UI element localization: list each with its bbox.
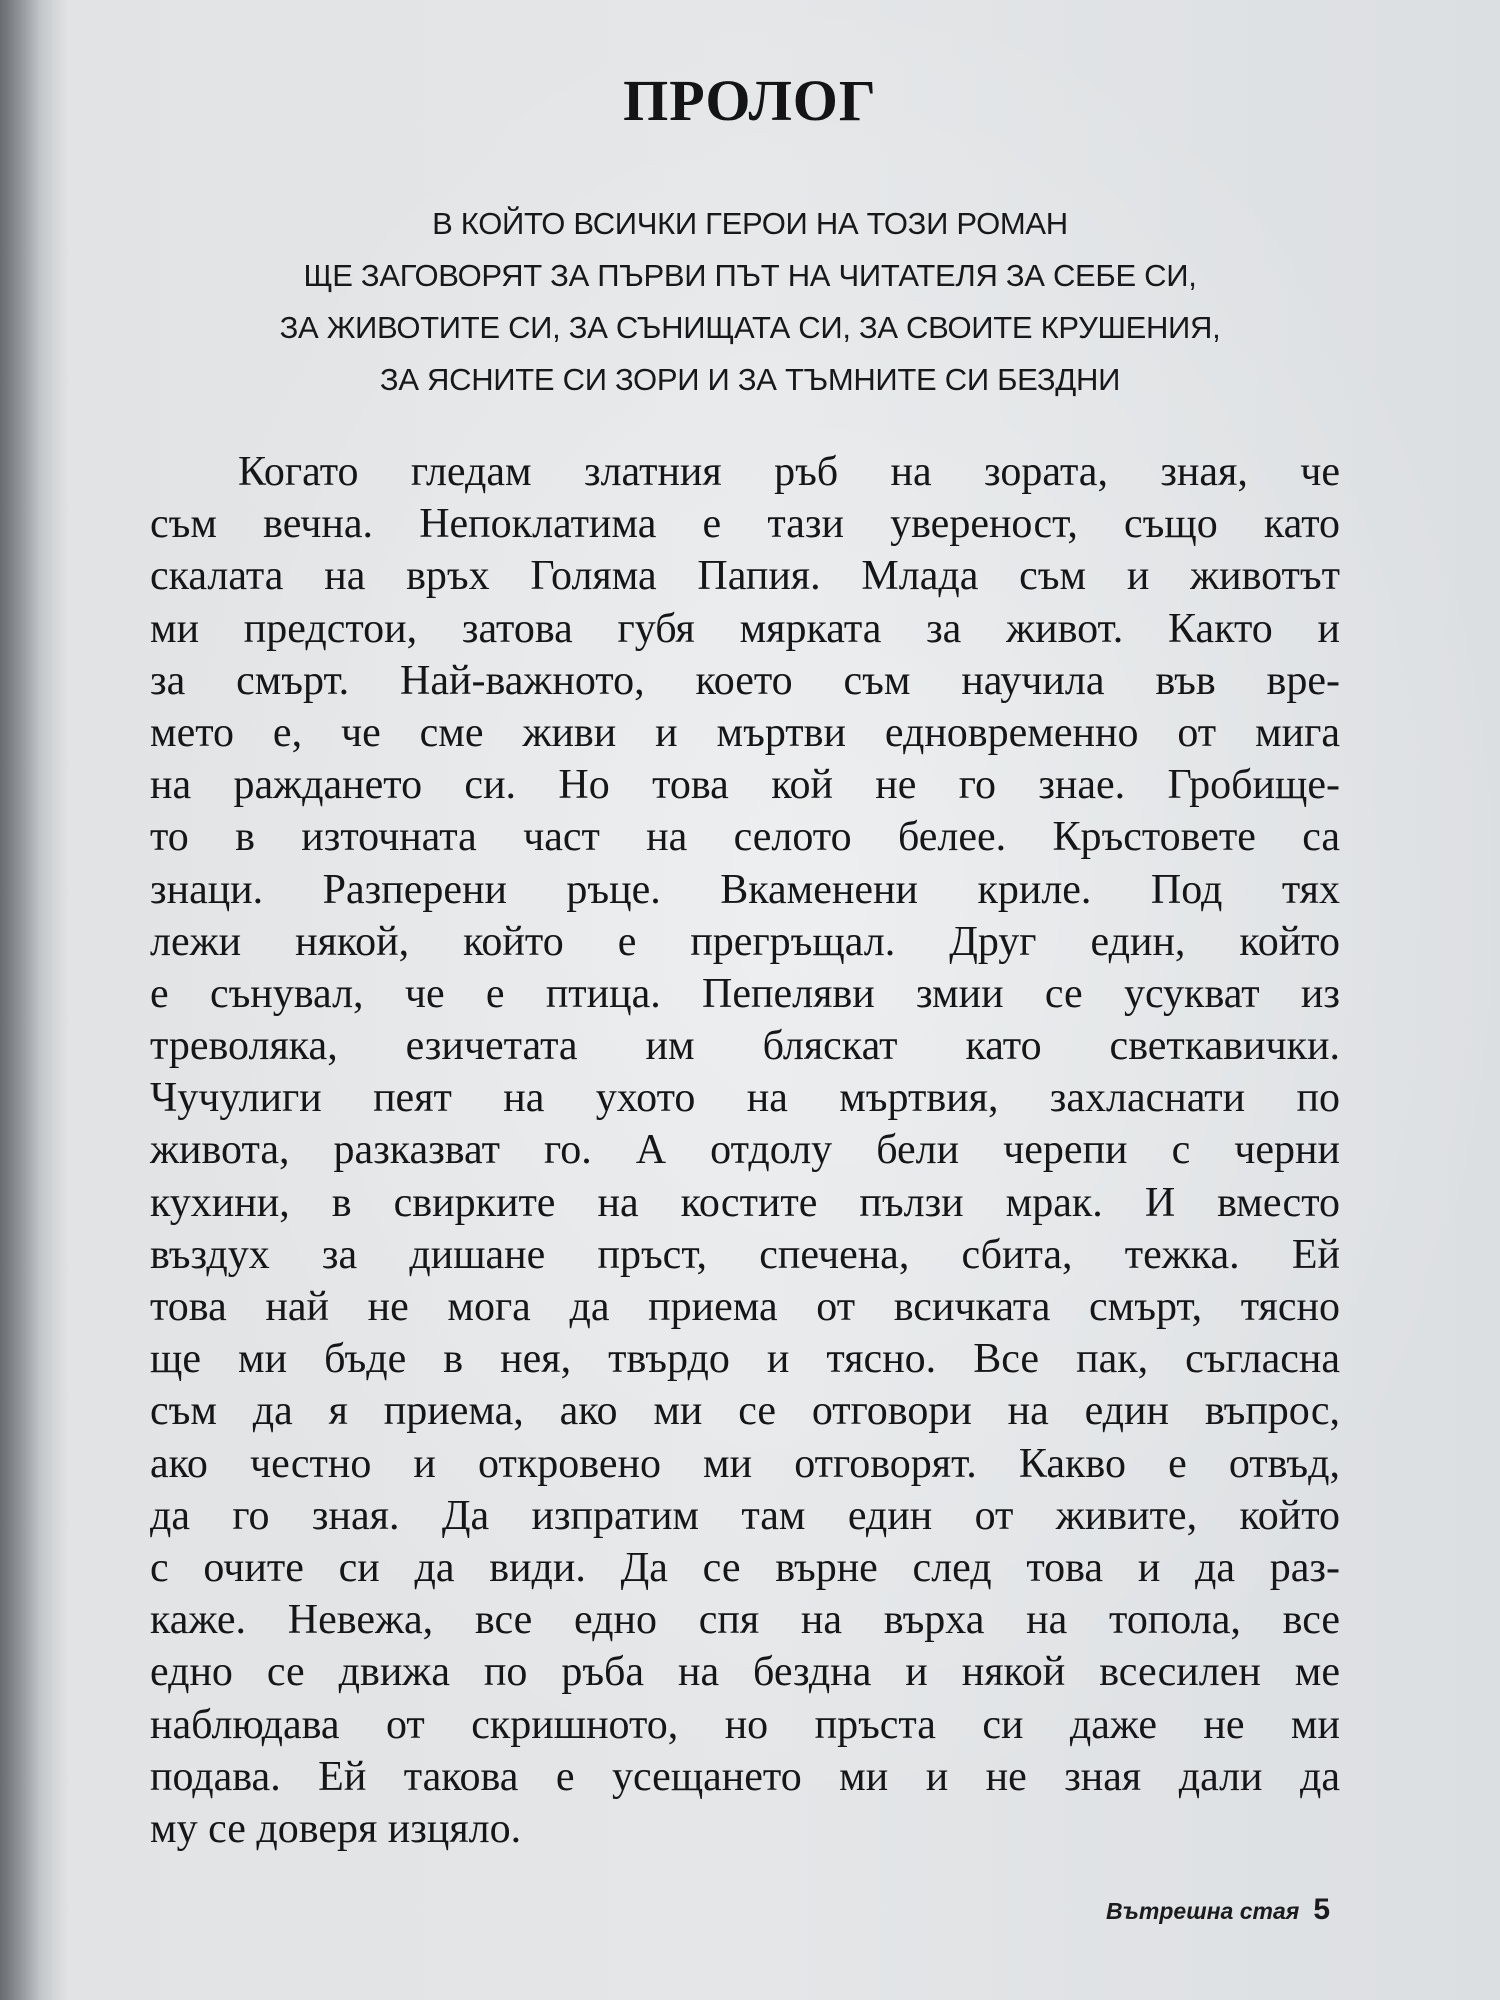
text-line: Когато гледам златния ръб на зората, зная, че [238,449,1340,495]
text-line: това най не мога да приема от всичката смърт, тясно [150,1284,1340,1330]
text-line: съм да я приема, ако ми се отговори на един въпрос, [150,1388,1340,1435]
text-line: то в източната част на селото белее. Кръстовете са [150,814,1340,861]
page-number: 5 [1313,1893,1330,1926]
subtitle-line: В КОЙТО ВСИЧКИ ГЕРОИ НА ТОЗИ РОМАН [432,206,1068,241]
subtitle-line: ЗА ЯСНИТЕ СИ ЗОРИ И ЗА ТЪМНИТЕ СИ БЕЗДНИ [379,362,1121,397]
text-line: съм вечна. Непоклатима е тази увереност, също като [150,501,1340,548]
chapter-title: ПРОЛОГ [623,68,877,133]
text-line: да го зная. Да изпратим там един от живите, който [150,1492,1340,1539]
text-line: с очите си да види. Да се върне след това и да раз- [150,1544,1340,1591]
subtitle-line: ЩЕ ЗАГОВОРЯТ ЗА ПЪРВИ ПЪТ НА ЧИТАТЕЛЯ ЗА СЕБЕ СИ, [303,258,1197,293]
text-line: мето е, че сме живи и мъртви едновременно от мига [150,709,1340,756]
chapter-subtitle [150,198,1350,406]
text-line: кухини, в свирките на костите пълзи мрак. И вместо [150,1179,1340,1226]
page-footer [1106,1893,1330,1927]
text-line: знаци. Разперени ръце. Вкаменени криле. Под тях [150,866,1340,913]
text-line: за смърт. Най-важното, което съм научила във вре- [150,657,1340,704]
text-line: живота, разказват го. А отдолу бели черепи с черни [150,1127,1340,1174]
text-line: ми предстои, затова губя мярката за живот. Както и [150,605,1340,652]
text-line: Чучулиги пеят на ухото на мъртвия, захласнати по [150,1075,1340,1122]
text-line: треволяка, езичетата им бляскат като светкавички. [150,1023,1340,1070]
text-line: подава. Ей такова е усещането ми и не зная дали да [150,1753,1340,1800]
prologue-paragraph [150,446,1340,1855]
text-line: лежи някой, който е прегръщал. Друг един, който [150,918,1340,965]
text-line: ако честно и откровено ми отговорят. Какво е отвъд, [150,1440,1340,1487]
text-line: въздух за дишане пръст, спечена, сбита, тежка. Ей [150,1231,1340,1278]
text-line: наблюдава от скришното, но пръста си даже не ми [150,1701,1340,1748]
text-line: скалата на връх Голяма Папия. Млада съм и животът [150,553,1340,600]
text-line: е сънувал, че е птица. Пепеляви змии се усукват из [150,970,1340,1017]
text-line: каже. Невежа, все едно спя на върха на топола, все [150,1597,1340,1644]
spine-shadow [0,0,70,2000]
running-title: Вътрешна стая [1106,1898,1300,1924]
text-line: на раждането си. Но това кой не го знае. Гробище- [150,762,1340,809]
text-line: му се доверя изцяло. [150,1805,522,1852]
subtitle-line: ЗА ЖИВОТИТЕ СИ, ЗА СЪНИЩАТА СИ, ЗА СВОИТЕ КРУШЕНИЯ, [279,310,1221,345]
text-line: едно се движа по ръба на бездна и някой всесилен ме [150,1649,1340,1696]
text-line: ще ми бъде в нея, твърдо и тясно. Все пак, съгласна [150,1336,1340,1383]
